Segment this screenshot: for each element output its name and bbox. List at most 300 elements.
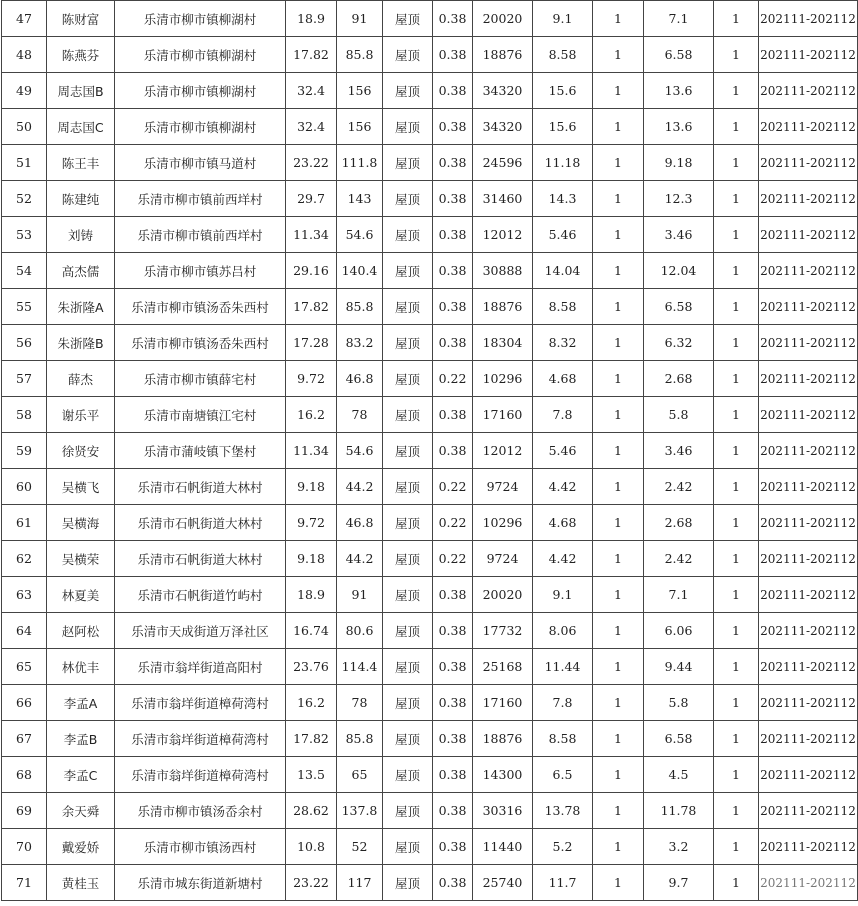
row-number-cell: 71: [2, 865, 47, 901]
capacity-cell: 16.74: [286, 613, 337, 649]
table-row: [2, 793, 858, 829]
capacity-cell: 11.34: [286, 217, 337, 253]
net-value-cell: 4.5: [644, 757, 714, 793]
rate-cell: 0.38: [433, 73, 473, 109]
net-value-cell: 3.46: [644, 433, 714, 469]
net-value-cell: 7.1: [644, 1, 714, 37]
name-cell: 刘铸: [47, 217, 115, 253]
value-cell: 7.8: [533, 397, 593, 433]
name-cell: 黄桂玉: [47, 865, 115, 901]
name-cell: 朱浙隆B: [47, 325, 115, 361]
rate-cell: 0.38: [433, 397, 473, 433]
net-value-cell: 2.68: [644, 361, 714, 397]
name-cell: 薛杰: [47, 361, 115, 397]
install-type-cell: 屋顶: [383, 541, 433, 577]
rate-cell: 0.38: [433, 685, 473, 721]
install-type-cell: 屋顶: [383, 613, 433, 649]
generation-cell: 85.8: [337, 289, 383, 325]
period-cell: 202111-202112: [759, 1, 858, 37]
address-cell: 乐清市翁垟街道樟荷湾村: [115, 685, 286, 721]
table-row: [2, 109, 858, 145]
install-type-cell: 屋顶: [383, 721, 433, 757]
period-cell: 202111-202112: [759, 865, 858, 901]
generation-cell: 137.8: [337, 793, 383, 829]
period-cell: 202111-202112: [759, 649, 858, 685]
row-number-cell: 51: [2, 145, 47, 181]
net-value-cell: 6.58: [644, 37, 714, 73]
count-cell: 1: [593, 613, 644, 649]
generation-cell: 156: [337, 73, 383, 109]
install-type-cell: 屋顶: [383, 469, 433, 505]
table-row: [2, 145, 858, 181]
generation-cell: 54.6: [337, 217, 383, 253]
amount-cell: 9724: [473, 541, 533, 577]
count-cell: 1: [593, 73, 644, 109]
install-type-cell: 屋顶: [383, 433, 433, 469]
count-cell: 1: [593, 397, 644, 433]
generation-cell: 78: [337, 397, 383, 433]
name-cell: 戴爱娇: [47, 829, 115, 865]
rate-cell: 0.38: [433, 613, 473, 649]
rate-cell: 0.38: [433, 865, 473, 901]
generation-cell: 65: [337, 757, 383, 793]
install-type-cell: 屋顶: [383, 829, 433, 865]
flag-cell: 1: [714, 541, 759, 577]
table-row: [2, 37, 858, 73]
amount-cell: 12012: [473, 217, 533, 253]
capacity-cell: 9.18: [286, 541, 337, 577]
flag-cell: 1: [714, 829, 759, 865]
period-cell: 202111-202112: [759, 289, 858, 325]
amount-cell: 25168: [473, 649, 533, 685]
value-cell: 11.44: [533, 649, 593, 685]
capacity-cell: 17.28: [286, 325, 337, 361]
count-cell: 1: [593, 253, 644, 289]
capacity-cell: 9.72: [286, 505, 337, 541]
generation-cell: 114.4: [337, 649, 383, 685]
flag-cell: 1: [714, 325, 759, 361]
rate-cell: 0.38: [433, 721, 473, 757]
capacity-cell: 32.4: [286, 73, 337, 109]
value-cell: 11.18: [533, 145, 593, 181]
generation-cell: 85.8: [337, 37, 383, 73]
flag-cell: 1: [714, 289, 759, 325]
address-cell: 乐清市柳市镇薛宅村: [115, 361, 286, 397]
rate-cell: 0.38: [433, 757, 473, 793]
amount-cell: 18876: [473, 289, 533, 325]
value-cell: 6.5: [533, 757, 593, 793]
amount-cell: 25740: [473, 865, 533, 901]
name-cell: 周志国C: [47, 109, 115, 145]
name-cell: 李孟A: [47, 685, 115, 721]
table-row: [2, 865, 858, 901]
value-cell: 8.58: [533, 721, 593, 757]
row-number-cell: 57: [2, 361, 47, 397]
address-cell: 乐清市城东街道新塘村: [115, 865, 286, 901]
address-cell: 乐清市柳市镇柳湖村: [115, 73, 286, 109]
amount-cell: 17732: [473, 613, 533, 649]
capacity-cell: 23.76: [286, 649, 337, 685]
capacity-cell: 29.7: [286, 181, 337, 217]
table-row: [2, 1, 858, 37]
flag-cell: 1: [714, 577, 759, 613]
count-cell: 1: [593, 541, 644, 577]
generation-cell: 83.2: [337, 325, 383, 361]
net-value-cell: 2.42: [644, 541, 714, 577]
address-cell: 乐清市石帆街道竹屿村: [115, 577, 286, 613]
count-cell: 1: [593, 829, 644, 865]
period-cell: 202111-202112: [759, 793, 858, 829]
flag-cell: 1: [714, 109, 759, 145]
name-cell: 徐贤安: [47, 433, 115, 469]
address-cell: 乐清市翁垟街道樟荷湾村: [115, 757, 286, 793]
address-cell: 乐清市柳市镇汤岙朱西村: [115, 325, 286, 361]
name-cell: 林优丰: [47, 649, 115, 685]
address-cell: 乐清市石帆街道大林村: [115, 469, 286, 505]
net-value-cell: 2.68: [644, 505, 714, 541]
value-cell: 14.3: [533, 181, 593, 217]
install-type-cell: 屋顶: [383, 361, 433, 397]
generation-cell: 156: [337, 109, 383, 145]
generation-cell: 46.8: [337, 361, 383, 397]
value-cell: 4.68: [533, 505, 593, 541]
amount-cell: 14300: [473, 757, 533, 793]
install-type-cell: 屋顶: [383, 109, 433, 145]
row-number-cell: 50: [2, 109, 47, 145]
name-cell: 赵阿松: [47, 613, 115, 649]
value-cell: 5.46: [533, 217, 593, 253]
amount-cell: 12012: [473, 433, 533, 469]
count-cell: 1: [593, 505, 644, 541]
net-value-cell: 5.8: [644, 685, 714, 721]
amount-cell: 20020: [473, 577, 533, 613]
generation-cell: 80.6: [337, 613, 383, 649]
amount-cell: 17160: [473, 685, 533, 721]
rate-cell: 0.38: [433, 577, 473, 613]
table-row: [2, 361, 858, 397]
address-cell: 乐清市柳市镇柳湖村: [115, 109, 286, 145]
table-row: [2, 505, 858, 541]
amount-cell: 34320: [473, 109, 533, 145]
net-value-cell: 12.04: [644, 253, 714, 289]
period-cell: 202111-202112: [759, 721, 858, 757]
count-cell: 1: [593, 109, 644, 145]
period-cell: 202111-202112: [759, 577, 858, 613]
capacity-cell: 23.22: [286, 145, 337, 181]
row-number-cell: 52: [2, 181, 47, 217]
count-cell: 1: [593, 649, 644, 685]
flag-cell: 1: [714, 469, 759, 505]
capacity-cell: 17.82: [286, 37, 337, 73]
row-number-cell: 68: [2, 757, 47, 793]
generation-cell: 143: [337, 181, 383, 217]
address-cell: 乐清市柳市镇汤岙余村: [115, 793, 286, 829]
flag-cell: 1: [714, 181, 759, 217]
count-cell: 1: [593, 433, 644, 469]
address-cell: 乐清市翁垟街道樟荷湾村: [115, 721, 286, 757]
value-cell: 8.06: [533, 613, 593, 649]
rate-cell: 0.38: [433, 793, 473, 829]
count-cell: 1: [593, 289, 644, 325]
flag-cell: 1: [714, 145, 759, 181]
install-type-cell: 屋顶: [383, 1, 433, 37]
install-type-cell: 屋顶: [383, 289, 433, 325]
rate-cell: 0.38: [433, 37, 473, 73]
period-cell: 202111-202112: [759, 541, 858, 577]
address-cell: 乐清市天成街道万泽社区: [115, 613, 286, 649]
value-cell: 11.7: [533, 865, 593, 901]
period-cell: 202111-202112: [759, 253, 858, 289]
table-row: [2, 577, 858, 613]
period-cell: 202111-202112: [759, 505, 858, 541]
address-cell: 乐清市柳市镇柳湖村: [115, 1, 286, 37]
flag-cell: 1: [714, 1, 759, 37]
capacity-cell: 23.22: [286, 865, 337, 901]
name-cell: 周志国B: [47, 73, 115, 109]
rate-cell: 0.22: [433, 469, 473, 505]
name-cell: 余天舜: [47, 793, 115, 829]
generation-cell: 54.6: [337, 433, 383, 469]
name-cell: 陈燕芬: [47, 37, 115, 73]
amount-cell: 24596: [473, 145, 533, 181]
value-cell: 8.58: [533, 289, 593, 325]
amount-cell: 18304: [473, 325, 533, 361]
table-row: [2, 397, 858, 433]
name-cell: 谢乐平: [47, 397, 115, 433]
capacity-cell: 18.9: [286, 1, 337, 37]
generation-cell: 44.2: [337, 541, 383, 577]
row-number-cell: 63: [2, 577, 47, 613]
row-number-cell: 64: [2, 613, 47, 649]
count-cell: 1: [593, 37, 644, 73]
name-cell: 李孟B: [47, 721, 115, 757]
name-cell: 陈建纯: [47, 181, 115, 217]
count-cell: 1: [593, 865, 644, 901]
install-type-cell: 屋顶: [383, 757, 433, 793]
row-number-cell: 60: [2, 469, 47, 505]
flag-cell: 1: [714, 253, 759, 289]
rate-cell: 0.38: [433, 217, 473, 253]
install-type-cell: 屋顶: [383, 685, 433, 721]
generation-cell: 91: [337, 1, 383, 37]
value-cell: 8.32: [533, 325, 593, 361]
amount-cell: 30316: [473, 793, 533, 829]
table-body: [2, 1, 858, 901]
table-row: [2, 253, 858, 289]
address-cell: 乐清市柳市镇前西垟村: [115, 181, 286, 217]
value-cell: 4.42: [533, 541, 593, 577]
generation-cell: 78: [337, 685, 383, 721]
flag-cell: 1: [714, 685, 759, 721]
amount-cell: 20020: [473, 1, 533, 37]
address-cell: 乐清市石帆街道大林村: [115, 505, 286, 541]
name-cell: 陈财富: [47, 1, 115, 37]
net-value-cell: 3.2: [644, 829, 714, 865]
rate-cell: 0.38: [433, 829, 473, 865]
net-value-cell: 11.78: [644, 793, 714, 829]
table-row: [2, 433, 858, 469]
value-cell: 7.8: [533, 685, 593, 721]
count-cell: 1: [593, 685, 644, 721]
value-cell: 4.42: [533, 469, 593, 505]
net-value-cell: 2.42: [644, 469, 714, 505]
count-cell: 1: [593, 145, 644, 181]
install-type-cell: 屋顶: [383, 217, 433, 253]
value-cell: 9.1: [533, 577, 593, 613]
period-cell: 202111-202112: [759, 469, 858, 505]
row-number-cell: 67: [2, 721, 47, 757]
install-type-cell: 屋顶: [383, 145, 433, 181]
install-type-cell: 屋顶: [383, 325, 433, 361]
period-cell: 202111-202112: [759, 433, 858, 469]
address-cell: 乐清市柳市镇马道村: [115, 145, 286, 181]
period-cell: 202111-202112: [759, 685, 858, 721]
count-cell: 1: [593, 469, 644, 505]
row-number-cell: 54: [2, 253, 47, 289]
capacity-cell: 9.18: [286, 469, 337, 505]
row-number-cell: 53: [2, 217, 47, 253]
net-value-cell: 9.7: [644, 865, 714, 901]
amount-cell: 31460: [473, 181, 533, 217]
address-cell: 乐清市柳市镇汤西村: [115, 829, 286, 865]
rate-cell: 0.38: [433, 325, 473, 361]
capacity-cell: 10.8: [286, 829, 337, 865]
flag-cell: 1: [714, 433, 759, 469]
value-cell: 5.46: [533, 433, 593, 469]
row-number-cell: 49: [2, 73, 47, 109]
name-cell: 吴横飞: [47, 469, 115, 505]
value-cell: 15.6: [533, 73, 593, 109]
flag-cell: 1: [714, 793, 759, 829]
flag-cell: 1: [714, 37, 759, 73]
name-cell: 陈王丰: [47, 145, 115, 181]
value-cell: 5.2: [533, 829, 593, 865]
flag-cell: 1: [714, 73, 759, 109]
table-row: [2, 73, 858, 109]
address-cell: 乐清市南塘镇江宅村: [115, 397, 286, 433]
capacity-cell: 17.82: [286, 289, 337, 325]
count-cell: 1: [593, 325, 644, 361]
net-value-cell: 6.58: [644, 289, 714, 325]
flag-cell: 1: [714, 613, 759, 649]
period-cell: 202111-202112: [759, 217, 858, 253]
install-type-cell: 屋顶: [383, 793, 433, 829]
rate-cell: 0.22: [433, 541, 473, 577]
table-row: [2, 757, 858, 793]
net-value-cell: 7.1: [644, 577, 714, 613]
net-value-cell: 3.46: [644, 217, 714, 253]
capacity-cell: 28.62: [286, 793, 337, 829]
name-cell: 吴横海: [47, 505, 115, 541]
period-cell: 202111-202112: [759, 397, 858, 433]
amount-cell: 11440: [473, 829, 533, 865]
period-cell: 202111-202112: [759, 325, 858, 361]
install-type-cell: 屋顶: [383, 181, 433, 217]
address-cell: 乐清市蒲岐镇下堡村: [115, 433, 286, 469]
capacity-cell: 11.34: [286, 433, 337, 469]
rate-cell: 0.38: [433, 1, 473, 37]
rate-cell: 0.38: [433, 649, 473, 685]
flag-cell: 1: [714, 505, 759, 541]
install-type-cell: 屋顶: [383, 73, 433, 109]
rate-cell: 0.22: [433, 505, 473, 541]
address-cell: 乐清市柳市镇前西垟村: [115, 217, 286, 253]
capacity-cell: 16.2: [286, 397, 337, 433]
row-number-cell: 55: [2, 289, 47, 325]
install-type-cell: 屋顶: [383, 37, 433, 73]
net-value-cell: 6.06: [644, 613, 714, 649]
rate-cell: 0.38: [433, 181, 473, 217]
rate-cell: 0.22: [433, 361, 473, 397]
value-cell: 14.04: [533, 253, 593, 289]
count-cell: 1: [593, 181, 644, 217]
row-number-cell: 62: [2, 541, 47, 577]
table-row: [2, 181, 858, 217]
table-row: [2, 469, 858, 505]
rate-cell: 0.38: [433, 145, 473, 181]
period-cell: 202111-202112: [759, 361, 858, 397]
table-row: [2, 685, 858, 721]
name-cell: 吴横荣: [47, 541, 115, 577]
table-row: [2, 217, 858, 253]
period-cell: 202111-202112: [759, 109, 858, 145]
flag-cell: 1: [714, 649, 759, 685]
net-value-cell: 9.18: [644, 145, 714, 181]
capacity-cell: 32.4: [286, 109, 337, 145]
period-cell: 202111-202112: [759, 829, 858, 865]
name-cell: 林夏美: [47, 577, 115, 613]
address-cell: 乐清市柳市镇苏吕村: [115, 253, 286, 289]
count-cell: 1: [593, 217, 644, 253]
amount-cell: 18876: [473, 721, 533, 757]
generation-cell: 46.8: [337, 505, 383, 541]
row-number-cell: 58: [2, 397, 47, 433]
capacity-cell: 13.5: [286, 757, 337, 793]
flag-cell: 1: [714, 757, 759, 793]
flag-cell: 1: [714, 865, 759, 901]
period-cell: 202111-202112: [759, 181, 858, 217]
address-cell: 乐清市柳市镇汤岙朱西村: [115, 289, 286, 325]
value-cell: 8.58: [533, 37, 593, 73]
amount-cell: 17160: [473, 397, 533, 433]
name-cell: 朱浙隆A: [47, 289, 115, 325]
flag-cell: 1: [714, 217, 759, 253]
name-cell: 李孟C: [47, 757, 115, 793]
capacity-cell: 17.82: [286, 721, 337, 757]
capacity-cell: 29.16: [286, 253, 337, 289]
install-type-cell: 屋顶: [383, 577, 433, 613]
generation-cell: 52: [337, 829, 383, 865]
rate-cell: 0.38: [433, 253, 473, 289]
period-cell: 202111-202112: [759, 613, 858, 649]
name-cell: 高杰儒: [47, 253, 115, 289]
value-cell: 4.68: [533, 361, 593, 397]
table-row: [2, 613, 858, 649]
address-cell: 乐清市柳市镇柳湖村: [115, 37, 286, 73]
row-number-cell: 65: [2, 649, 47, 685]
rate-cell: 0.38: [433, 109, 473, 145]
amount-cell: 10296: [473, 361, 533, 397]
generation-cell: 140.4: [337, 253, 383, 289]
flag-cell: 1: [714, 397, 759, 433]
row-number-cell: 59: [2, 433, 47, 469]
install-type-cell: 屋顶: [383, 253, 433, 289]
table-row: [2, 649, 858, 685]
row-number-cell: 47: [2, 1, 47, 37]
address-cell: 乐清市翁垟街道高阳村: [115, 649, 286, 685]
table-row: [2, 829, 858, 865]
net-value-cell: 5.8: [644, 397, 714, 433]
